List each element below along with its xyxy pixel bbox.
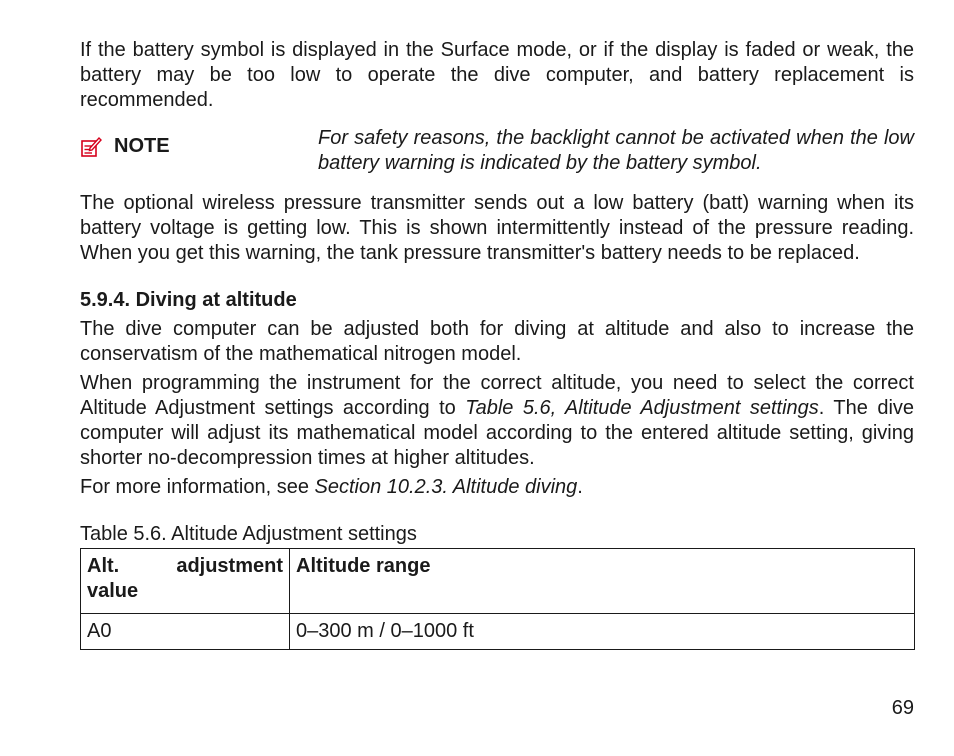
table-reference-link: Table 5.6, Altitude Adjustment settings — [465, 397, 819, 419]
table-header-altitude-range: Altitude range — [290, 549, 915, 614]
note-pencil-icon — [80, 136, 102, 158]
paragraph-battery-surface: If the battery symbol is displayed in the Surface mode, or if the display is faded or weak, the battery may be too low to operate the dive computer, and battery replacement is recommended. — [80, 39, 914, 111]
note-text: For safety reasons, the backlight cannot be activated when the low battery warning is indicated by the battery symbol. — [318, 127, 914, 174]
paragraph-altitude-programming — [80, 371, 914, 471]
page-content — [80, 38, 914, 650]
table-cell: A0 — [81, 614, 290, 650]
note-block — [80, 126, 914, 176]
altitude-adjustment-table — [80, 548, 915, 650]
note-header — [80, 126, 318, 159]
paragraph-text: When programming the instrument for the correct altitude, you need to select the correct Altitude Adjustment settings according to — [80, 372, 914, 419]
table-header-alt-value — [81, 549, 290, 614]
table-caption: Table 5.6. Altitude Adjustment settings — [80, 523, 417, 545]
paragraph-altitude-intro: The dive computer can be adjusted both for diving at altitude and also to increase the conservatism of the mathematical nitrogen model. — [80, 318, 914, 365]
table-header-text: Alt. adjustment value — [87, 555, 283, 602]
paragraph-transmitter: The optional wireless pressure transmitter sends out a low battery (batt) warning when its battery voltage is getting low. This is shown intermittently instead of the pressure reading. When you get this warning, the tank pressure transmitter's battery needs to be replaced. — [80, 192, 914, 264]
section-reference-link: Section 10.2.3. Altitude diving — [314, 476, 578, 498]
note-label: NOTE — [114, 135, 170, 157]
page-number: 69 — [891, 697, 914, 719]
section-heading: 5.9.4. Diving at altitude — [80, 289, 297, 311]
paragraph-text: . The dive computer will adjust its mathematical model according to the entered altitude setting, giving shorter no-decompression times at higher altitudes. — [80, 397, 915, 469]
table-header-row — [81, 549, 915, 614]
paragraph-more-info — [80, 475, 914, 500]
paragraph-text: For more information, see — [80, 476, 315, 498]
paragraph-text: . — [577, 476, 583, 498]
table-row — [81, 614, 915, 650]
table-cell: 0–300 m / 0–1000 ft — [290, 614, 915, 650]
